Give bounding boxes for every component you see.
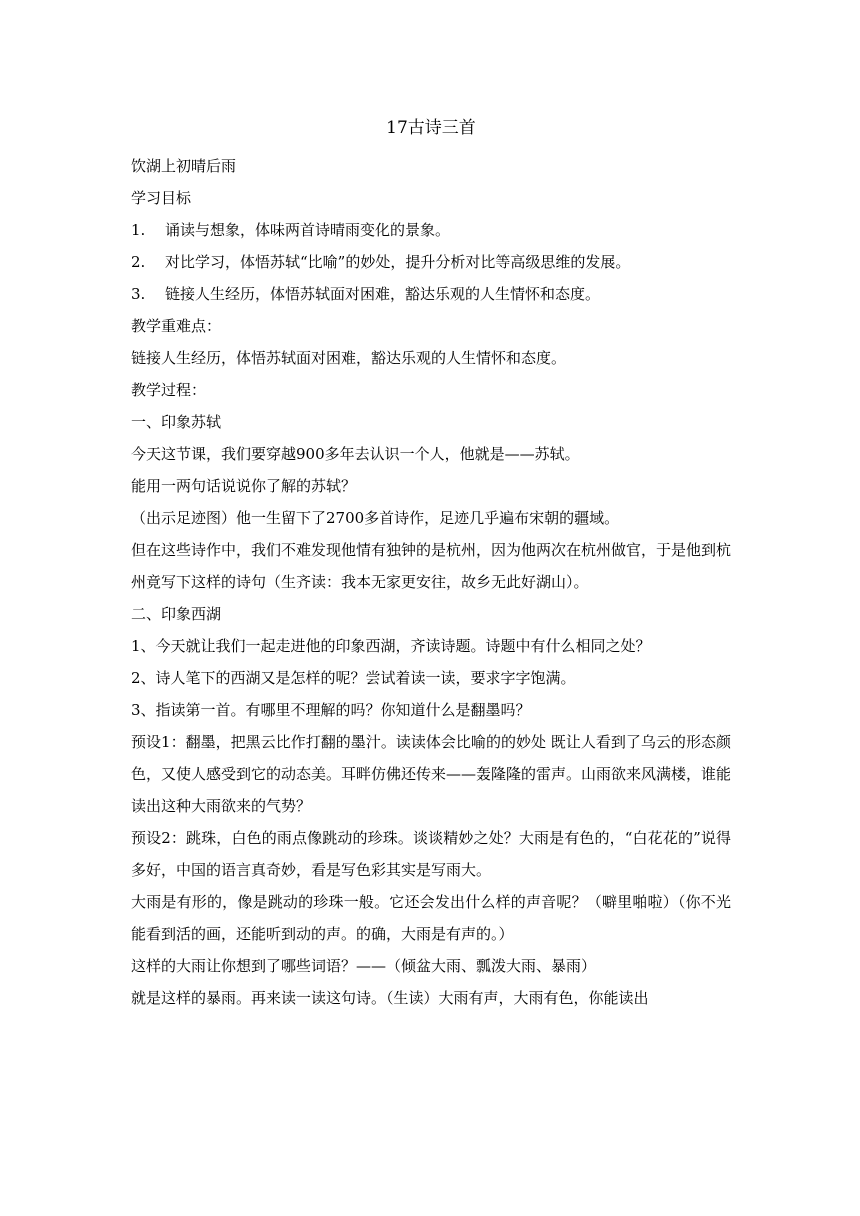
objectives-heading: 学习目标 [131,189,192,207]
paragraph: 大雨是有形的，像是跳动的珍珠一般。它还会发出什么样的声音呢？（噼里啪啦）（你不光能看到活的画，还能听到动的声。的确，大雨是有声的。） [131,893,731,943]
paragraph: 3、指读第一首。有哪里不理解的吗？你知道什么是翻墨吗？ [131,701,531,719]
paragraph: 预设2：跳珠，白色的雨点像跳动的珍珠。谈谈精妙之处？大雨是有色的，“白花花的”说得多好，中国的语言真奇妙，看是写色彩其实是写雨大。 [131,829,731,879]
objective-item [131,214,731,246]
objective-text: 链接人生经历，体悟苏轼面对困难，豁达乐观的人生情怀和态度。 [165,285,601,303]
objective-number: 1. [131,221,146,239]
document-title: 17古诗三首 [386,118,476,138]
paragraph: （出示足迹图）他一生留下了2700多首诗作，足迹几乎遍布宋朝的疆域。 [131,509,620,527]
section-heading: 一、印象苏轼 [131,413,222,431]
key-points-heading: 教学重难点： [131,317,222,335]
poem-title: 饮湖上初晴后雨 [131,157,237,175]
paragraph: 今天这节课，我们要穿越900多年去认识一个人，他就是——苏轼。 [131,445,580,463]
paragraph: 1、今天就让我们一起走进他的印象西湖，齐读诗题。诗题中有什么相同之处？ [131,637,651,655]
objective-text: 对比学习，体悟苏轼“比喻”的妙处，提升分析对比等高级思维的发展。 [165,253,631,271]
objective-text: 诵读与想象，体味两首诗晴雨变化的景象。 [165,221,451,239]
paragraph: 能用一两句话说说你了解的苏轼？ [131,477,357,495]
objective-item [131,246,731,278]
paragraph: 2、诗人笔下的西湖又是怎样的呢？尝试着读一读，要求字字饱满。 [131,669,576,687]
section-heading: 二、印象西湖 [131,605,222,623]
paragraph: 预设1：翻墨，把黑云比作打翻的墨汁。读读体会比喻的的妙处 既让人看到了乌云的形态颜色，又使人感受到它的动态美。耳畔仿佛还传来——轰隆隆的雷声。山雨欲来风满楼，谁能读出这种大雨欲来的气势？ [131,733,732,815]
objective-number: 2. [131,253,146,271]
paragraph: 但在这些诗作中，我们不难发现他情有独钟的是杭州，因为他两次在杭州做官，于是他到杭州竟写下这样的诗句（生齐读：我本无家更安往，故乡无此好湖山）。 [131,541,732,591]
paragraph: 就是这样的暴雨。再来读一读这句诗。（生读）大雨有声，大雨有色，你能读出 [131,989,649,1007]
process-heading: 教学过程： [131,381,207,399]
paragraph: 这样的大雨让你想到了哪些词语？——（倾盆大雨、瓢泼大雨、暴雨） [131,957,597,975]
objective-number: 3. [131,285,146,303]
key-points-text: 链接人生经历，体悟苏轼面对困难，豁达乐观的人生情怀和态度。 [131,349,567,367]
document-page [131,114,731,1014]
objective-item [131,278,731,310]
